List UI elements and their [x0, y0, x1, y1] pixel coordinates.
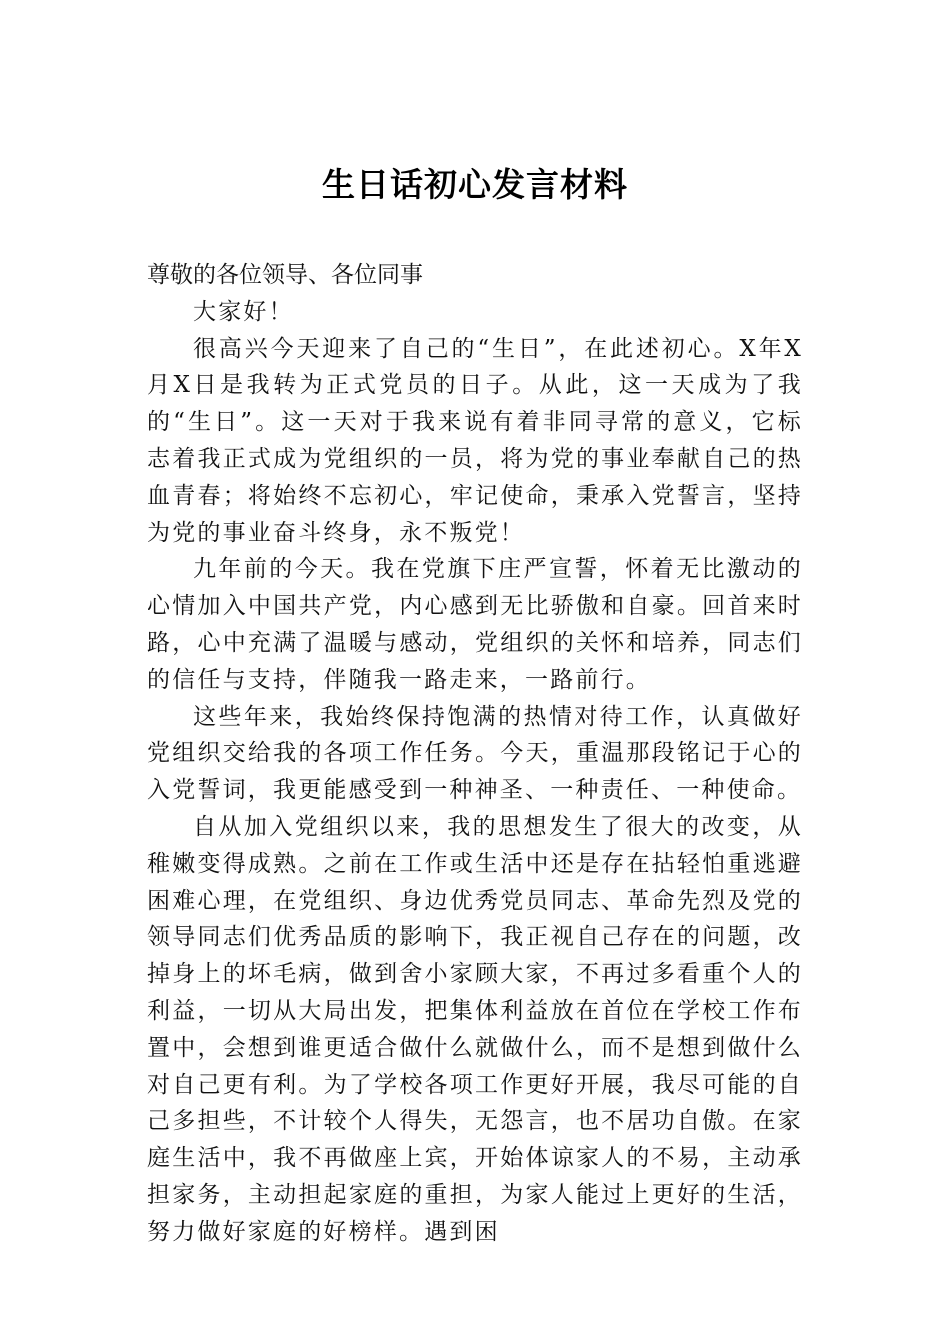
paragraph-oath: 九年前的今天。我在党旗下庄严宣誓，怀着无比激动的心情加入中国共产党，内心感到无比骄傲和自豪。回首来时路，心中充满了温暖与感动，党组织的关怀和培养，同志们的信任与支持，伴随我一路走来，一路前行。: [147, 556, 803, 693]
paragraph-birthday: 很高兴今天迎来了自己的“生日”，在此述初心。X年X月X日是我转为正式党员的日子。从此，这一天成为了我的“生日”。这一天对于我来说有着非同寻常的意义，它标志着我正式成为党组织的一员，将为党的事业奉献自己的热血青春；将始终不忘初心，牢记使命，秉承入党誓言，坚持为党的事业奋斗终身，永不叛党！: [147, 335, 803, 546]
paragraph-greeting: 大家好！: [193, 298, 294, 325]
paragraph-work: 这些年来，我始终保持饱满的热情对待工作，认真做好党组织交给我的各项工作任务。今天，重温那段铭记于心的入党誓词，我更能感受到一种神圣、一种责任、一种使命。: [147, 703, 803, 804]
document-body: [147, 257, 803, 1251]
document-title: 生日话初心发言材料: [322, 165, 628, 204]
salutation: 尊敬的各位领导、各位同事: [147, 262, 423, 288]
paragraph-change: 自从加入党组织以来，我的思想发生了很大的改变，从稚嫩变得成熟。之前在工作或生活中还是存在拈轻怕重逃避困难心理，在党组织、身边优秀党员同志、革命先烈及党的领导同志们优秀品质的影响下，我正视自己存在的问题，改掉身上的坏毛病，做到舍小家顾大家，不再过多看重个人的利益，一切从大局出发，把集体利益放在首位在学校工作布置中，会想到谁更适合做什么就做什么，而不是想到做什么对自己更有利。为了学校各项工作更好开展，我尽可能的自己多担些，不计较个人得失，无怨言，也不居功自傲。在家庭生活中，我不再做座上宾，开始体谅家人的不易，主动承担家务，主动担起家庭的重担，为家人能过上更好的生活，努力做好家庭的好榜样。遇到困: [147, 813, 803, 1245]
